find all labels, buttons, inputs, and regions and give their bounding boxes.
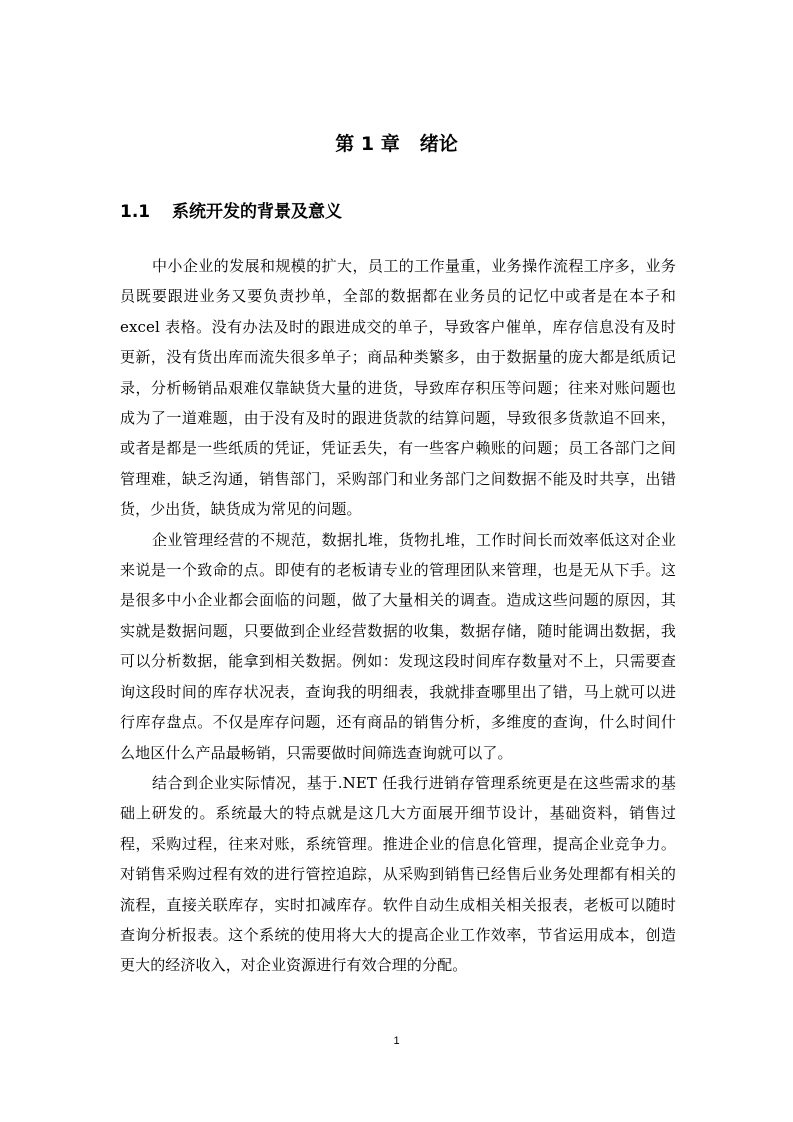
section-title xyxy=(120,197,342,227)
section-name: 系统开发的背景及意义 xyxy=(172,202,342,222)
body-text xyxy=(120,251,676,981)
paragraph: 企业管理经营的不规范，数据扎堆，货物扎堆，工作时间长而效率低这对企业来说是一个致命的点。即使有的老板请专业的管理团队来管理，也是无从下手。这是很多中小企业都会面临的问题，做了大量相关的调查。造成这些问题的原因，其实就是数据问题，只要做到企业经营数据的收集，数据存储，随时能调出数据，我可以分析数据，能拿到相关数据。例如：发现这段时间库存数量对不上，只需要查询这段时间的库存状况表，查询我的明细表，我就排查哪里出了错，马上就可以进行库存盘点。不仅是库存问题，还有商品的销售分析，多维度的查询，什么时间什么地区什么产品最畅销，只需要做时间筛选查询就可以了。 xyxy=(120,530,676,762)
chapter-number: 第 1 章 xyxy=(335,133,400,155)
section-number: 1.1 xyxy=(120,202,151,222)
paragraph: 结合到企业实际情况，基于.NET 任我行进销存管理系统更是在这些需求的基础上研发的。系统最大的特点就是这几大方面展开细节设计，基础资料，销售过程，采购过程，往来对账，系统管理。推进企业的信息化管理，提高企业竞争力。对销售采购过程有效的进行管控追踪，从采购到销售已经售后业务处理都有相关的流程，直接关联库存，实时扣减库存。软件自动生成相关相关报表，老板可以随时查询分析报表。这个系统的使用将大大的提高企业工作效率，节省运用成本，创造更大的经济收入，对企业资源进行有效合理的分配。 xyxy=(120,773,676,975)
chapter-title xyxy=(0,128,793,160)
paragraph: 中小企业的发展和规模的扩大，员工的工作量重，业务操作流程工序多，业务员既要跟进业务又要负责抄单，全部的数据都在业务员的记忆中或者是在本子和 excel 表格。没有办法及时的跟进成交的单子，导致客户催单，库存信息没有及时更新，没有货出库而流失很多单子；商品种类繁多，由于数据量的庞大都是纸质记录，分析畅销品艰难仅靠缺货大量的进货，导致库存积压等问题；往来对账问题也成为了一道难题，由于没有及时的跟进货款的结算问题，导致很多货款追不回来，或者是都是一些纸质的凭证，凭证丢失，有一些客户赖账的问题；员工各部门之间管理难，缺乏沟通，销售部门，采购部门和业务部门之间数据不能及时共享，出错货，少出货，缺货成为常见的问题。 xyxy=(120,257,676,519)
page-number: 1 xyxy=(393,1035,400,1047)
chapter-name: 绪论 xyxy=(419,133,458,155)
